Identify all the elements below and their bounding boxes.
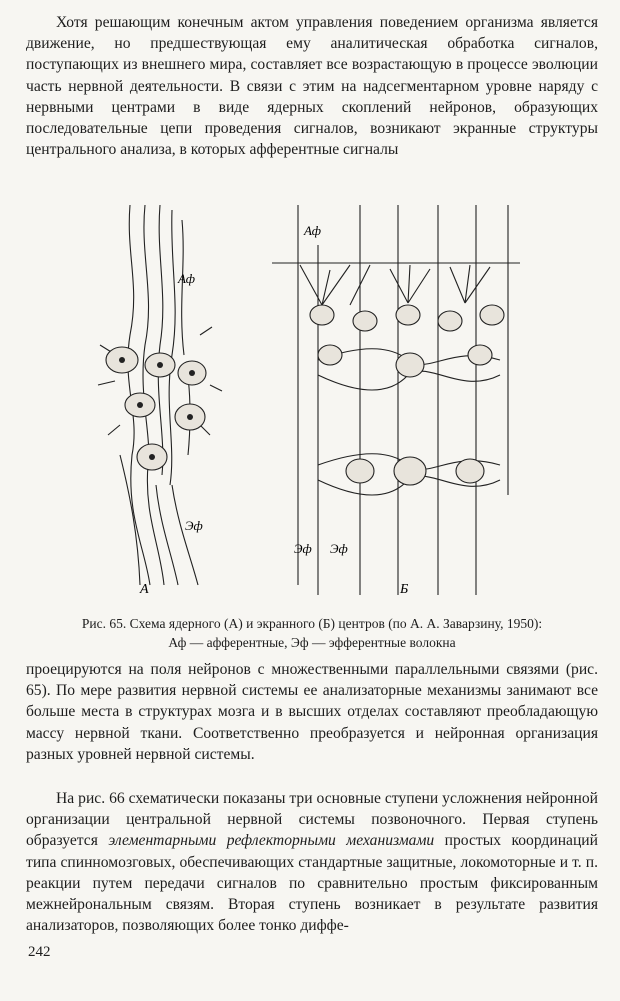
neuron-cell xyxy=(310,305,334,325)
neuron-diagram xyxy=(60,195,560,605)
neuron-cell xyxy=(456,459,484,483)
label-b: Б xyxy=(400,582,409,597)
label-a: А xyxy=(140,582,149,597)
neuron-cell xyxy=(396,305,420,325)
fiber xyxy=(120,455,140,585)
figure-65 xyxy=(60,195,560,605)
neuron-cell xyxy=(346,459,374,483)
caption-line-1: Рис. 65. Схема ядерного (А) и экранного (Б) центров (по А. А. Заварзину, 1950): xyxy=(81,616,543,631)
label-af-b: Аф xyxy=(304,223,321,238)
label-af-a: Аф xyxy=(178,271,195,286)
paragraph-3-start: На рис. 66 схематически показаны три основные ступени усложнения нейронной организации центральной нервной системы позвоночного. Первая ступень образуется xyxy=(26,790,598,850)
caption-line-2: Аф — афферентные, Эф — эфферентные волокна xyxy=(168,635,456,650)
figure-caption xyxy=(26,614,598,652)
fiber xyxy=(182,220,184,355)
neuron-cell xyxy=(468,345,492,365)
fiber xyxy=(158,205,163,475)
fiber xyxy=(169,210,175,485)
neuron-cell xyxy=(480,305,504,325)
nuclear-cells xyxy=(106,347,206,470)
paragraph-2: проецируются на поля нейронов с множественными параллельными связями (рис. 65). По мере развития нервной системы ее анализаторные механизмы занимают все больше места в структурах мозга и в высших отделах составляют преобладающую массу нервной ткани. Соответственно преобразуется и нейронная организация разных уровней нервной системы. xyxy=(26,661,598,763)
neuron-cell xyxy=(394,457,426,485)
neuron-cell xyxy=(396,353,424,377)
label-ef-b2: Эф xyxy=(330,541,348,556)
paragraph-3-end: простых координаций типа спинномозговых, обеспечивающих стандартные защитные, локомоторные и т. п. реакции путем передачи сигналов по сравнительно простым фиксированным межнейрональным связям. Вторая ступень возникает в результате развития анализаторов, позволяющих более тонко диффе- xyxy=(26,832,598,935)
label-ef-b1: Эф xyxy=(294,541,312,556)
fiber xyxy=(172,485,198,585)
paragraph-3-emphasis: элементарными рефлекторными механизмами xyxy=(108,832,435,850)
neuron-cell xyxy=(438,311,462,331)
neuron-cell xyxy=(318,345,342,365)
page-number: 242 xyxy=(28,944,51,960)
label-ef-a: Эф xyxy=(185,518,203,533)
paragraph-3 xyxy=(26,788,598,936)
nuclear-center-a xyxy=(98,205,222,585)
neuron-cell xyxy=(353,311,377,331)
screen-center-b xyxy=(272,205,520,595)
paragraph-1: Хотя решающим конечным актом управления поведением организма является движение, но предшествующая ему аналитическая обработка сигналов, поступающих из внешнего мира, составляет все возрастающую в процессе эволюции часть нервной деятельности. В связи с этим на надсегментарном уровне наряду с нервными центрами в виде ядерных скоплений нейронов, образующих последовательные цепи проведения сигналов, возникают экранные структуры центрального анализа, в которых афферентные сигналы xyxy=(26,14,598,159)
